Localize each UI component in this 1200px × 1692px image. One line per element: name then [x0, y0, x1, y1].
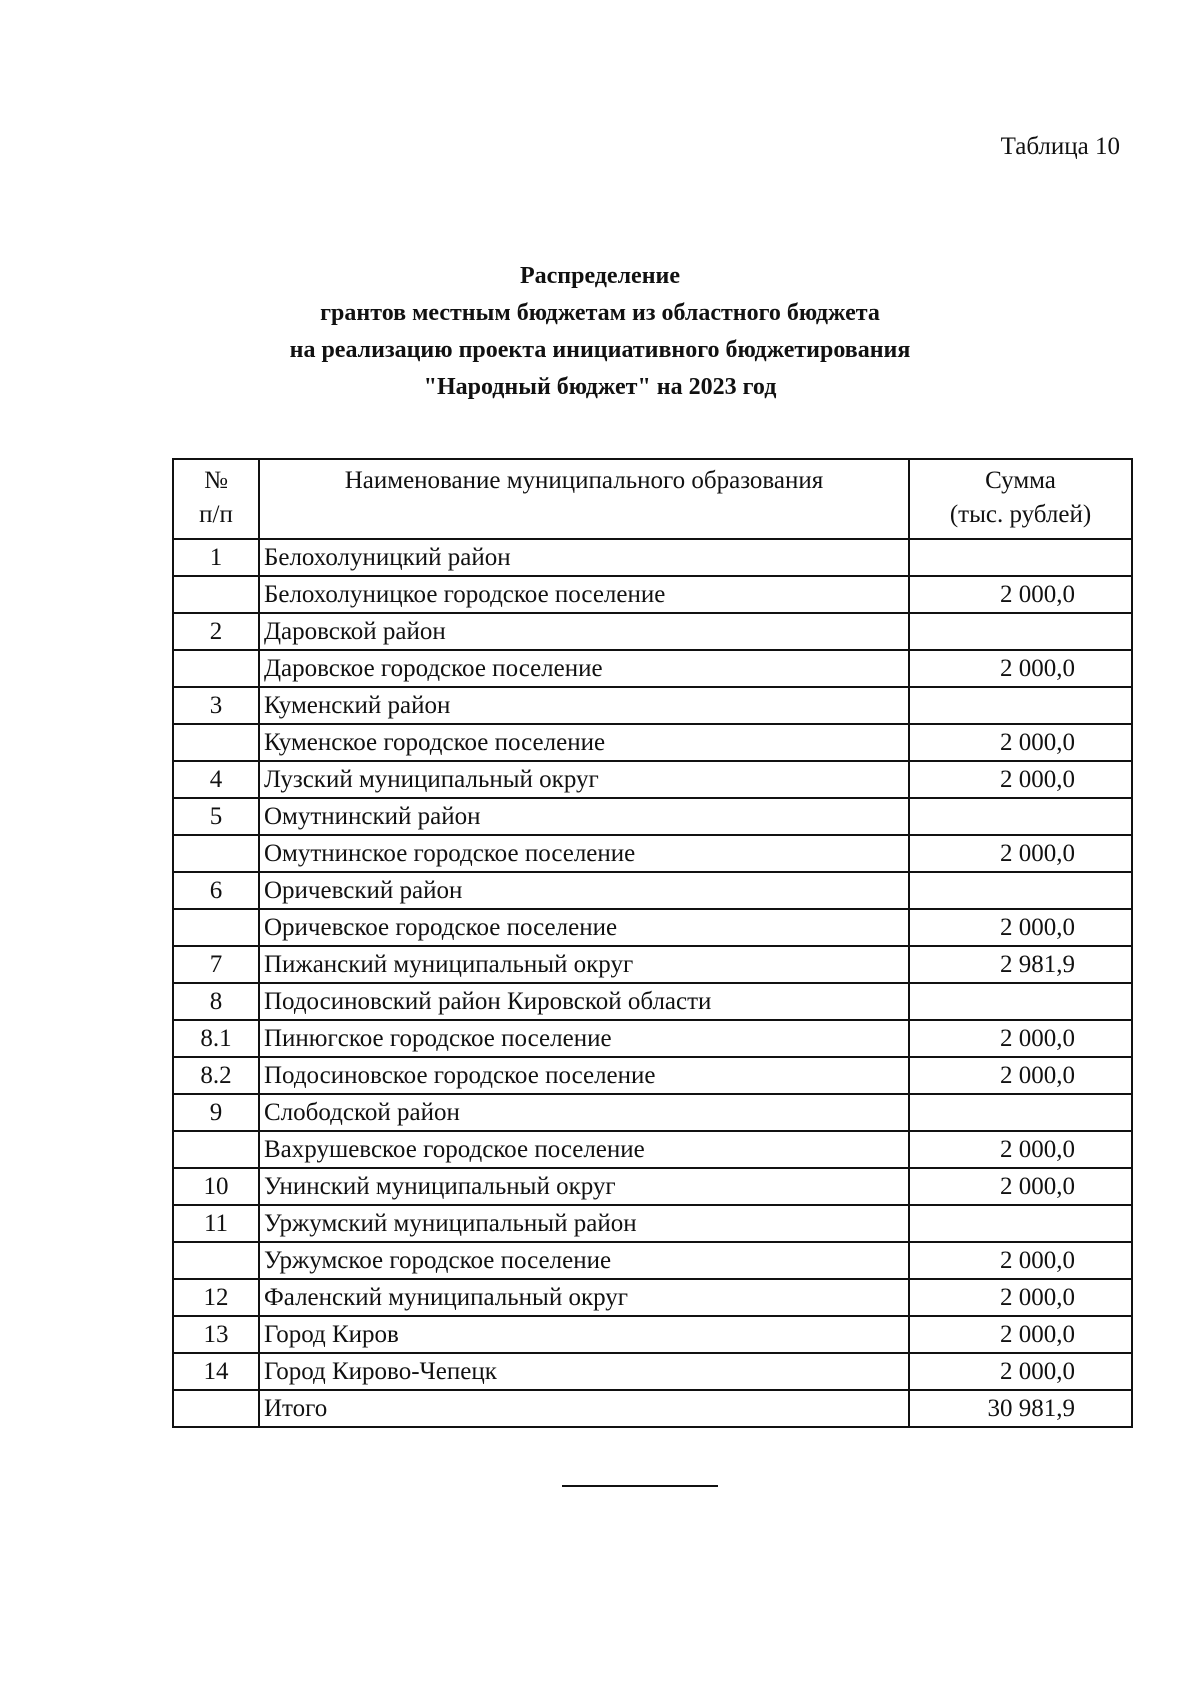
row-number — [173, 909, 259, 946]
row-sum: 2 981,9 — [909, 946, 1132, 983]
closing-divider — [562, 1485, 718, 1487]
table-row — [173, 687, 1132, 724]
table-row — [173, 1205, 1132, 1242]
row-name: Город Киров — [259, 1316, 909, 1353]
table-row — [173, 576, 1132, 613]
row-name: Пинюгское городское поселение — [259, 1020, 909, 1057]
row-number: 4 — [173, 761, 259, 798]
document-title — [0, 258, 1200, 406]
row-sum: 2 000,0 — [909, 835, 1132, 872]
row-number: 13 — [173, 1316, 259, 1353]
table-row — [173, 1353, 1132, 1390]
header-name: Наименование муниципального образования — [259, 459, 909, 539]
row-number: 7 — [173, 946, 259, 983]
table-row — [173, 761, 1132, 798]
table-number-label: Таблица 10 — [1000, 133, 1120, 160]
row-sum: 2 000,0 — [909, 1353, 1132, 1390]
row-sum — [909, 983, 1132, 1020]
row-sum: 2 000,0 — [909, 1020, 1132, 1057]
total-sum: 30 981,9 — [909, 1390, 1132, 1427]
table-row — [173, 1094, 1132, 1131]
table-row — [173, 1242, 1132, 1279]
row-name: Пижанский муниципальный округ — [259, 946, 909, 983]
table-row — [173, 1316, 1132, 1353]
row-number: 9 — [173, 1094, 259, 1131]
table-row — [173, 798, 1132, 835]
row-name: Слободской район — [259, 1094, 909, 1131]
row-number: 1 — [173, 539, 259, 576]
row-sum: 2 000,0 — [909, 909, 1132, 946]
row-number: 14 — [173, 1353, 259, 1390]
title-line-3: на реализацию проекта инициативного бюджетирования — [289, 337, 911, 363]
table-body — [173, 539, 1132, 1427]
row-number: 5 — [173, 798, 259, 835]
row-name: Оричевское городское поселение — [259, 909, 909, 946]
row-sum — [909, 613, 1132, 650]
row-number — [173, 835, 259, 872]
row-number — [173, 576, 259, 613]
header-sum-line-2: (тыс. рублей) — [949, 501, 1092, 528]
row-name: Куменское городское поселение — [259, 724, 909, 761]
row-number: 10 — [173, 1168, 259, 1205]
row-name: Белохолуницкое городское поселение — [259, 576, 909, 613]
row-number: 11 — [173, 1205, 259, 1242]
row-sum: 2 000,0 — [909, 761, 1132, 798]
row-sum: 2 000,0 — [909, 1242, 1132, 1279]
title-line-4: "Народный бюджет" на 2023 год — [423, 374, 777, 400]
table-row — [173, 835, 1132, 872]
row-number: 2 — [173, 613, 259, 650]
row-sum — [909, 539, 1132, 576]
row-number — [173, 650, 259, 687]
row-name: Белохолуницкий район — [259, 539, 909, 576]
row-sum — [909, 872, 1132, 909]
table-total-row — [173, 1390, 1132, 1427]
table-row — [173, 539, 1132, 576]
row-sum: 2 000,0 — [909, 1316, 1132, 1353]
row-name: Даровское городское поселение — [259, 650, 909, 687]
header-number-line-2: п/п — [199, 501, 233, 528]
grant-distribution-table — [172, 458, 1133, 1428]
row-number: 8.1 — [173, 1020, 259, 1057]
total-number — [173, 1390, 259, 1427]
header-sum-line-1: Сумма — [985, 467, 1056, 494]
table-row — [173, 946, 1132, 983]
title-line-1: Распределение — [519, 263, 681, 289]
table-row — [173, 983, 1132, 1020]
row-sum: 2 000,0 — [909, 1057, 1132, 1094]
row-name: Подосиновский район Кировской области — [259, 983, 909, 1020]
row-number: 8 — [173, 983, 259, 1020]
row-sum — [909, 1094, 1132, 1131]
table-row — [173, 1168, 1132, 1205]
table-row — [173, 872, 1132, 909]
table-row — [173, 650, 1132, 687]
title-line-2: грантов местным бюджетам из областного бюджета — [320, 300, 880, 326]
table-row — [173, 1057, 1132, 1094]
row-name: Фаленский муниципальный округ — [259, 1279, 909, 1316]
table-row — [173, 909, 1132, 946]
header-number — [173, 459, 259, 539]
row-name: Даровской район — [259, 613, 909, 650]
total-label: Итого — [259, 1390, 909, 1427]
row-name: Омутнинский район — [259, 798, 909, 835]
row-sum: 2 000,0 — [909, 1131, 1132, 1168]
row-number — [173, 724, 259, 761]
row-name: Уржумский муниципальный район — [259, 1205, 909, 1242]
row-name: Уржумское городское поселение — [259, 1242, 909, 1279]
row-name: Куменский район — [259, 687, 909, 724]
row-sum: 2 000,0 — [909, 650, 1132, 687]
header-sum — [909, 459, 1132, 539]
row-sum: 2 000,0 — [909, 576, 1132, 613]
row-number — [173, 1242, 259, 1279]
row-number: 8.2 — [173, 1057, 259, 1094]
row-number: 12 — [173, 1279, 259, 1316]
row-sum: 2 000,0 — [909, 724, 1132, 761]
table-header-row — [173, 459, 1132, 539]
row-name: Унинский муниципальный округ — [259, 1168, 909, 1205]
row-name: Оричевский район — [259, 872, 909, 909]
row-sum: 2 000,0 — [909, 1168, 1132, 1205]
table-row — [173, 1131, 1132, 1168]
row-sum: 2 000,0 — [909, 1279, 1132, 1316]
row-sum — [909, 1205, 1132, 1242]
row-number — [173, 1131, 259, 1168]
table-row — [173, 724, 1132, 761]
header-number-line-1: № — [204, 467, 228, 494]
table-row — [173, 613, 1132, 650]
row-name: Лузский муниципальный округ — [259, 761, 909, 798]
row-number: 3 — [173, 687, 259, 724]
row-number: 6 — [173, 872, 259, 909]
table-row — [173, 1020, 1132, 1057]
row-sum — [909, 687, 1132, 724]
row-name: Вахрушевское городское поселение — [259, 1131, 909, 1168]
row-name: Омутнинское городское поселение — [259, 835, 909, 872]
table-row — [173, 1279, 1132, 1316]
row-name: Подосиновское городское поселение — [259, 1057, 909, 1094]
row-name: Город Кирово-Чепецк — [259, 1353, 909, 1390]
row-sum — [909, 798, 1132, 835]
